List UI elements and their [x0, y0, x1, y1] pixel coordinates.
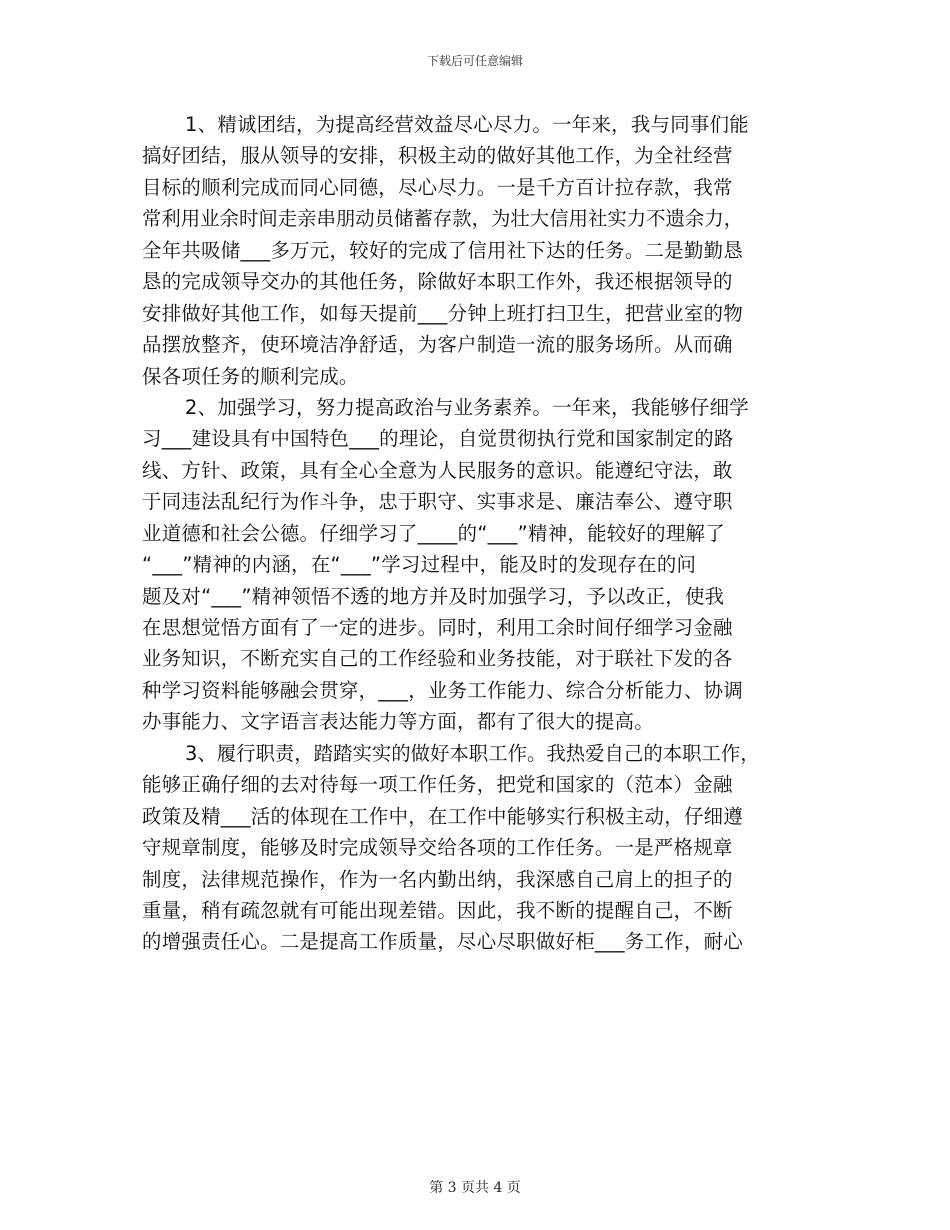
page-footer: 第 3 页共 4 页 — [429, 1180, 521, 1196]
paragraph-1-line-1: 1、精诚团结，为提高经营效益尽心尽力。一年来，我与同事们能 — [185, 113, 749, 136]
paragraph-2-line-7: 题及对“___”精神领悟不透的地方并及时加强学习，予以改正，使我 — [142, 584, 725, 608]
paragraph-1-line-8: 品摆放整齐，使环境洁净舒适，为客户制造一流的服务场所。从而确 — [142, 333, 733, 357]
paragraph-2-line-9: 业务知识，不断充实自己的工作经验和业务技能，对于联社下发的各 — [142, 647, 733, 671]
paragraph-1-line-7: 安排做好其他工作，如每天提前___分钟上班打扫卫生，把营业室的物 — [142, 301, 744, 325]
paragraph-2-line-6: “___”精神的内涵，在“___”学习过程中，能及时的发现存在的问 — [142, 553, 697, 577]
paragraph-3-line-4: 守规章制度，能够及时完成领导交给各项的工作任务。一是严格规章 — [142, 836, 733, 860]
paragraph-2-line-2: 习___建设具有中国特色___的理论，自觉贯彻执行党和国家制定的路 — [142, 427, 734, 451]
paragraph-1-line-4: 常利用业余时间走亲串朋动员储蓄存款，为壮大信用社实力不遗余力， — [142, 207, 744, 231]
paragraph-2-line-3: 线、方针、政策，具有全心全意为人民服务的意识。能遵纪守法，敢 — [142, 458, 733, 482]
paragraph-3-line-6: 重量，稍有疏忽就有可能出现差错。因此，我不断的提醒自己，不断 — [142, 898, 733, 922]
paragraph-1-line-3: 目标的顺利完成而同心同德，尽心尽力。一是千方百计拉存款，我常 — [142, 175, 733, 199]
paragraph-2-line-8: 在思想觉悟方面有了一定的进步。同时，利用工余时间仔细学习金融 — [142, 616, 733, 639]
document-body — [142, 109, 812, 958]
paragraph-2-line-10: 种学习资料能够融会贯穿，___，业务工作能力、综合分析能力、协调 — [142, 678, 744, 702]
paragraph-2-line-5: 业道德和社会公德。仔细学习了____的“___”精神，能较好的理解了 — [142, 521, 725, 545]
page-header: 下载后可任意编辑 — [426, 54, 523, 68]
paragraph-1-line-5: 全年共吸储___多万元，较好的完成了信用社下达的任务。二是勤勤恳 — [142, 238, 744, 262]
paragraph-3-line-1: 3、履行职责，踏踏实实的做好本职工作。我热爱自己的本职工作， — [185, 741, 760, 765]
paragraph-1-line-9: 保各项任务的顺利完成。 — [142, 364, 359, 388]
paragraph-3-line-3: 政策及精___活的体现在工作中，在工作中能够实行积极主动，仔细遵 — [142, 804, 744, 828]
paragraph-2-line-1: 2、加强学习，努力提高政治与业务素养。一年来，我能够仔细学 — [185, 395, 749, 419]
paragraph-3-line-2: 能够正确仔细的去对待每一项工作任务，把党和国家的（范本）金融 — [142, 773, 733, 797]
paragraph-1-line-6: 恳的完成领导交办的其他任务，除做好本职工作外，我还根据领导的 — [142, 270, 733, 294]
paragraph-3-line-7: 的增强责任心。二是提高工作质量，尽心尽职做好柜___务工作，耐心 — [142, 930, 744, 954]
paragraph-2-line-4: 于同违法乱纪行为作斗争，忠于职守、实事求是、廉洁奉公、遵守职 — [142, 490, 733, 514]
paragraph-3-line-5: 制度，法律规范操作，作为一名内勤出纳，我深感自己肩上的担子的 — [142, 867, 733, 891]
paragraph-1-line-2: 搞好团结，服从领导的安排，积极主动的做好其他工作，为全社经营 — [142, 144, 733, 168]
paragraph-2-line-11: 办事能力、文字语言表达能力等方面，都有了很大的提高。 — [142, 710, 654, 734]
